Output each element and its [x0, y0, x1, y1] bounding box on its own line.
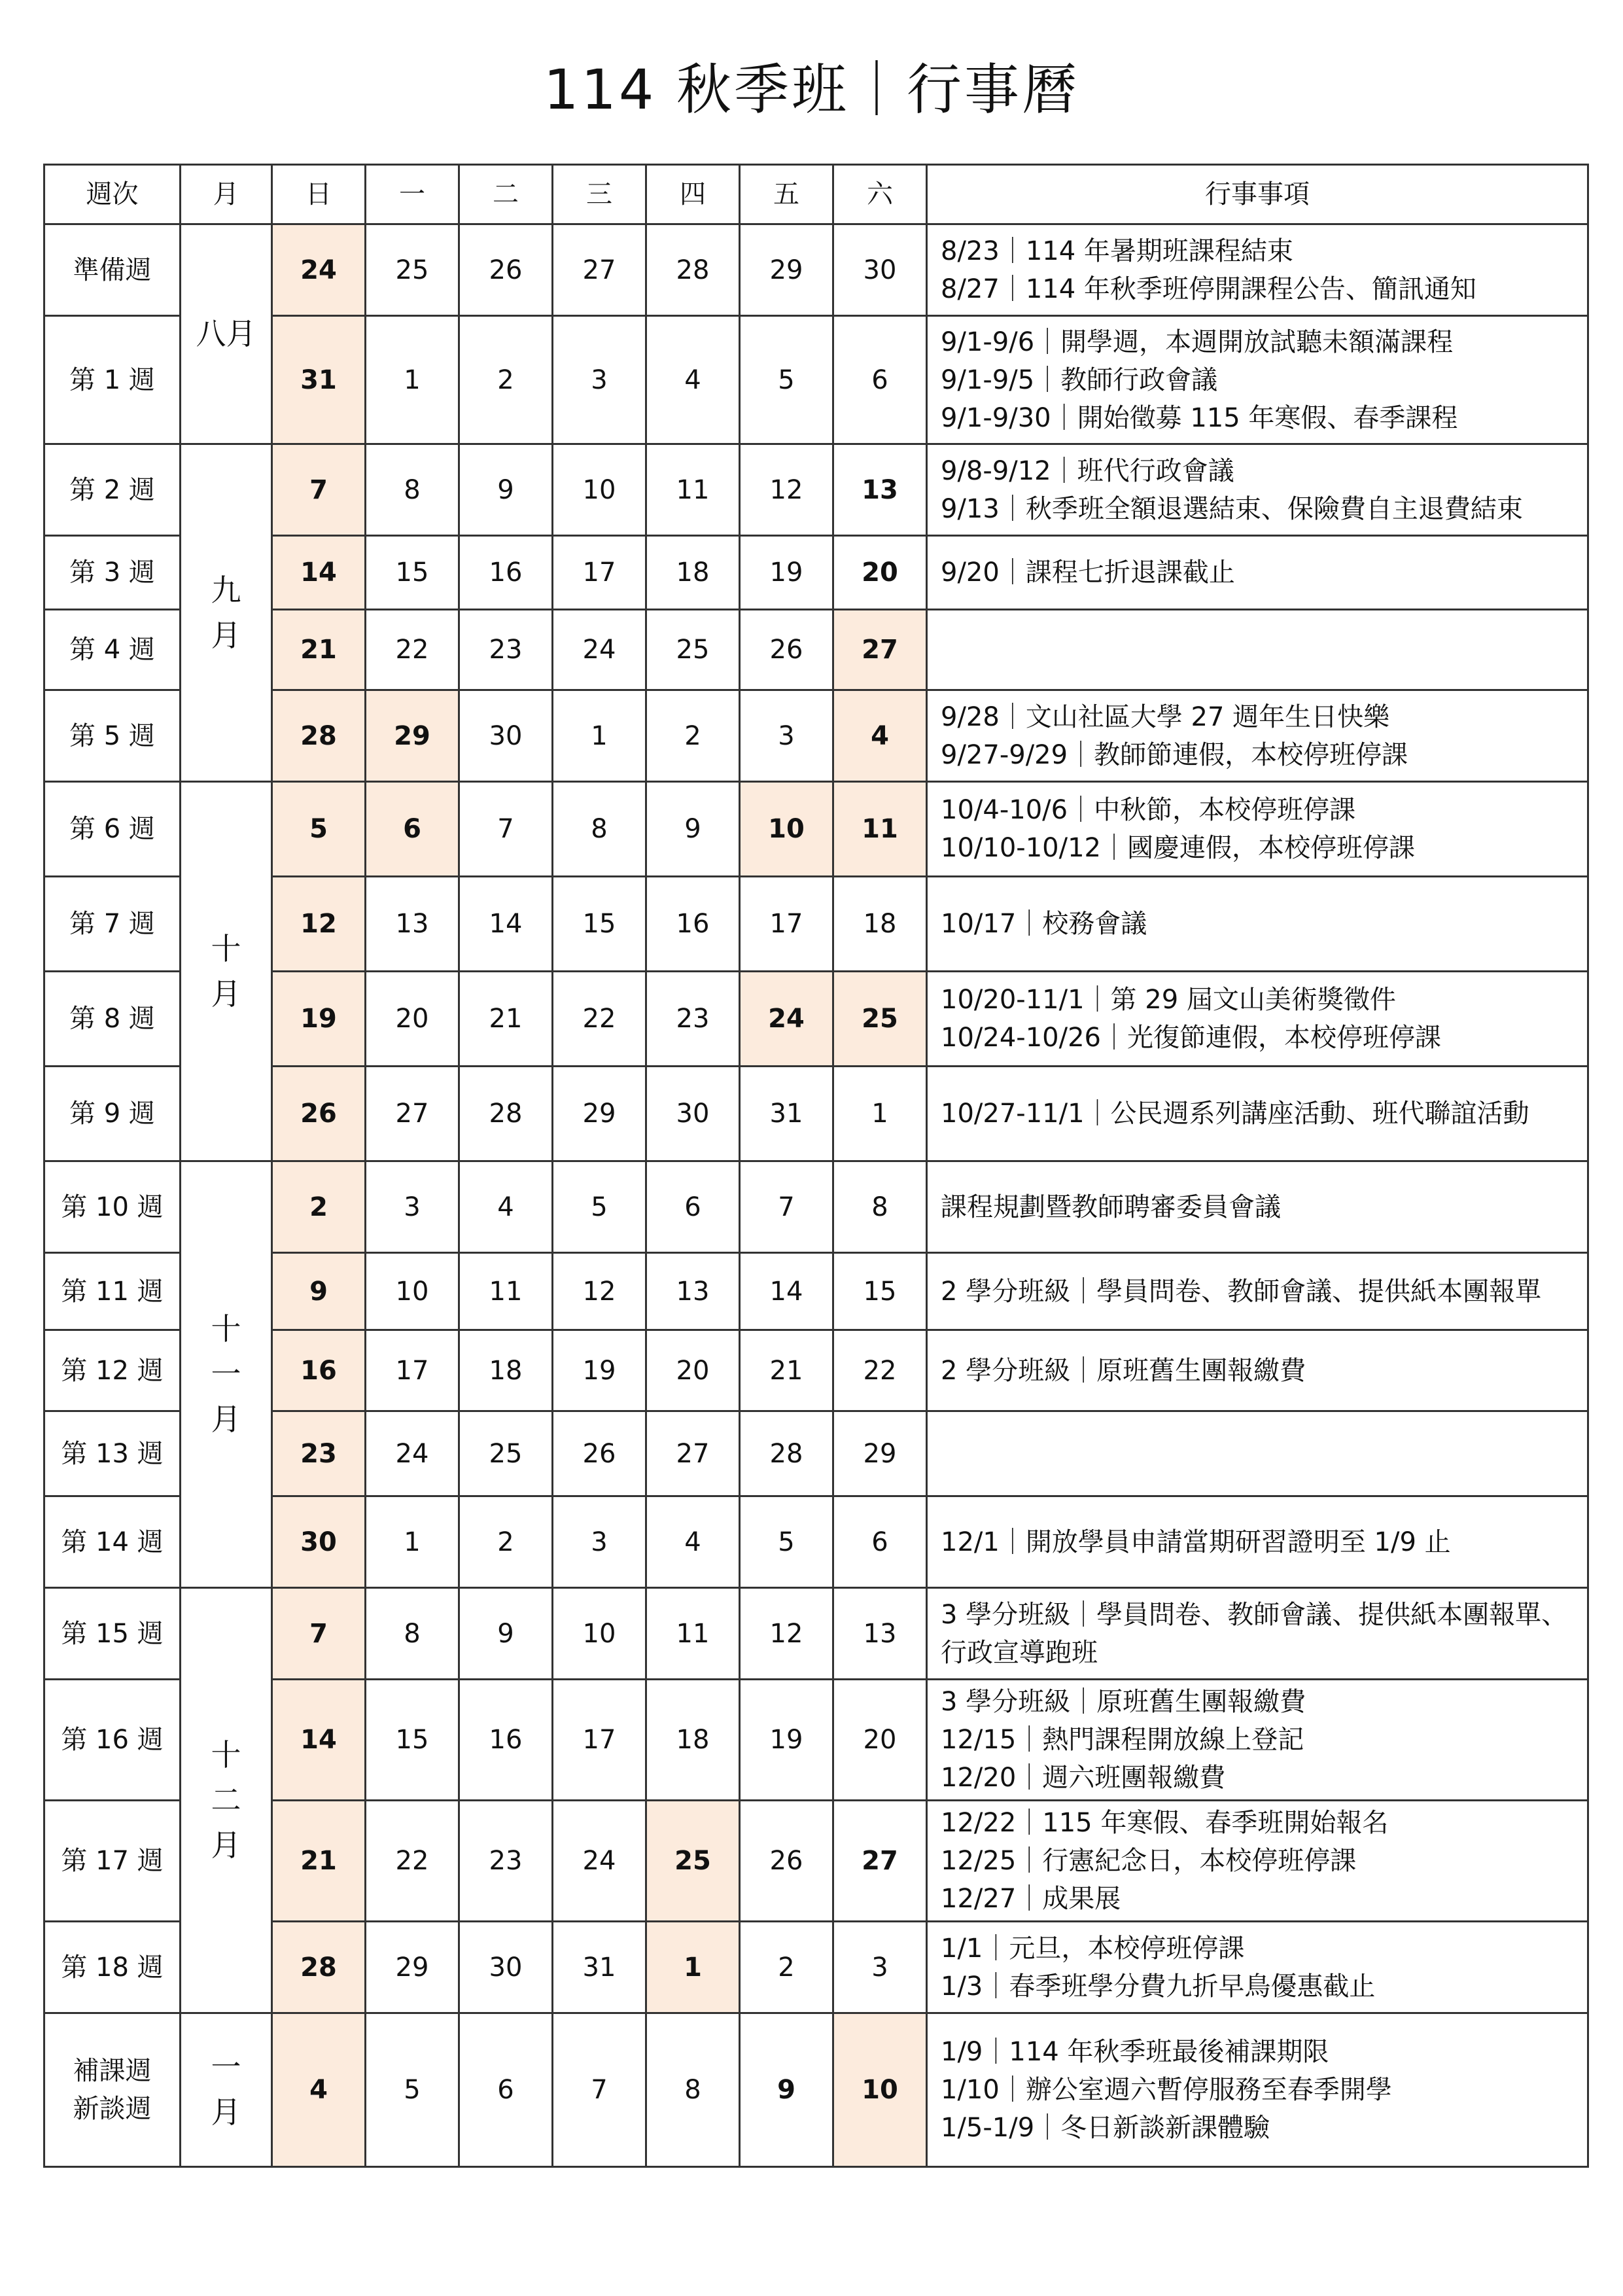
day-cell: 25: [646, 610, 740, 690]
day-cell: 16: [272, 1330, 366, 1411]
week-label-line: 第 6 週: [69, 814, 155, 844]
week-label-line: 第 14 週: [61, 1527, 164, 1557]
day-cell: 19: [740, 1680, 833, 1801]
week-row: [44, 444, 1588, 536]
event-item: 9/8-9/12｜班代行政會議: [941, 455, 1234, 486]
day-cell: 1: [553, 690, 646, 782]
day-cell: 2: [740, 1922, 833, 2013]
month-label-char: 月: [211, 976, 241, 1012]
day-cell: 24: [272, 224, 366, 316]
events-cell: [927, 877, 1588, 972]
day-cell: 27: [646, 1411, 740, 1496]
month-label-char: 十: [211, 1737, 241, 1773]
day-cell: 21: [459, 972, 553, 1067]
day-cell: 4: [646, 1496, 740, 1588]
week-label-line: 第 2 週: [69, 474, 155, 505]
week-label: [44, 2013, 181, 2167]
day-cell: 31: [272, 316, 366, 444]
day-cell: 7: [553, 2013, 646, 2167]
month-label-char: 十: [211, 930, 241, 966]
day-cell: 26: [740, 1801, 833, 1922]
day-cell: 4: [646, 316, 740, 444]
day-cell: 12: [740, 1588, 833, 1680]
week-label-line: 第 17 週: [61, 1846, 164, 1876]
month-label: [181, 1588, 272, 2013]
week-label: [44, 444, 181, 536]
day-cell: 13: [833, 1588, 927, 1680]
day-cell: 8: [366, 444, 459, 536]
day-cell: 17: [553, 1680, 646, 1801]
week-label-line: 第 13 週: [61, 1438, 164, 1469]
week-label-line: 第 4 週: [69, 635, 155, 665]
month-label: [181, 1161, 272, 1588]
day-cell: 13: [366, 877, 459, 972]
day-cell: 26: [272, 1067, 366, 1161]
day-cell: 30: [459, 1922, 553, 2013]
event-item: 10/27-11/1｜公民週系列講座活動、班代聯誼活動: [941, 1099, 1529, 1129]
week-label-line: 第 8 週: [69, 1004, 155, 1034]
month-label: [181, 782, 272, 1161]
day-cell: 3: [553, 316, 646, 444]
day-cell: 17: [366, 1330, 459, 1411]
day-cell: 12: [740, 444, 833, 536]
day-cell: 29: [833, 1411, 927, 1496]
day-cell: 27: [553, 224, 646, 316]
week-label: [44, 690, 181, 782]
week-label: [44, 1922, 181, 2013]
event-item: 9/20｜課程七折退課截止: [941, 557, 1235, 588]
day-cell: 30: [833, 224, 927, 316]
day-cell: 23: [272, 1411, 366, 1496]
day-cell: 6: [366, 782, 459, 877]
day-cell: 26: [553, 1411, 646, 1496]
events-cell: [927, 690, 1588, 782]
day-cell: 31: [553, 1922, 646, 2013]
day-cell: 15: [366, 1680, 459, 1801]
week-row: [44, 610, 1588, 690]
events-cell: [927, 1161, 1588, 1253]
calendar-body: [44, 224, 1588, 2167]
day-cell: 11: [459, 1253, 553, 1330]
day-cell: 2: [272, 1161, 366, 1253]
day-cell: 15: [553, 877, 646, 972]
events-cell: [927, 1588, 1588, 1680]
week-label-line: 準備週: [73, 255, 152, 285]
week-row: [44, 1067, 1588, 1161]
day-cell: 1: [366, 1496, 459, 1588]
event-item: 3 學分班級｜學員問卷、教師會議、提供紙本團報單、: [941, 1599, 1568, 1630]
events-cell: [927, 1801, 1588, 1922]
week-row: [44, 972, 1588, 1067]
page-title: 114 秋季班｜行事曆: [543, 58, 1080, 122]
day-cell: 10: [553, 444, 646, 536]
day-cell: 1: [646, 1922, 740, 2013]
week-label-line: 新談週: [73, 2094, 152, 2124]
header-week: 週次: [44, 165, 181, 224]
day-cell: 30: [459, 690, 553, 782]
day-cell: 13: [833, 444, 927, 536]
week-row: [44, 536, 1588, 610]
month-label-char: 月: [211, 2094, 241, 2130]
day-cell: 20: [646, 1330, 740, 1411]
event-item: 9/1-9/5｜教師行政會議: [941, 364, 1218, 395]
events-cell: [927, 316, 1588, 444]
header-tue: 二: [459, 165, 553, 224]
day-cell: 24: [366, 1411, 459, 1496]
event-item: 3 學分班級｜原班舊生團報繳費: [941, 1687, 1306, 1717]
day-cell: 28: [459, 1067, 553, 1161]
day-cell: 9: [646, 782, 740, 877]
week-label: [44, 1496, 181, 1588]
day-cell: 18: [646, 1680, 740, 1801]
event-item: 12/22｜115 年寒假、春季班開始報名: [941, 1808, 1389, 1838]
day-cell: 14: [272, 1680, 366, 1801]
month-label-char: 一: [211, 1356, 241, 1392]
week-label-line: 第 5 週: [69, 720, 155, 751]
day-cell: 4: [272, 2013, 366, 2167]
day-cell: 4: [459, 1161, 553, 1253]
day-cell: 8: [646, 2013, 740, 2167]
month-label-char: 一: [211, 2049, 241, 2085]
day-cell: 28: [272, 690, 366, 782]
events-cell: [927, 972, 1588, 1067]
day-cell: 30: [646, 1067, 740, 1161]
day-cell: 13: [646, 1253, 740, 1330]
day-cell: 29: [366, 1922, 459, 2013]
day-cell: 29: [553, 1067, 646, 1161]
events-cell: [927, 610, 1588, 690]
event-item: 1/9｜114 年秋季班最後補課期限: [941, 2037, 1329, 2067]
day-cell: 19: [553, 1330, 646, 1411]
day-cell: 25: [646, 1801, 740, 1922]
day-cell: 20: [833, 536, 927, 610]
week-row: [44, 1161, 1588, 1253]
week-label: [44, 316, 181, 444]
week-row: [44, 1411, 1588, 1496]
day-cell: 12: [553, 1253, 646, 1330]
event-item: 1/1｜元旦，本校停班停課: [941, 1933, 1245, 1964]
day-cell: 11: [646, 444, 740, 536]
day-cell: 11: [646, 1588, 740, 1680]
week-row: [44, 1922, 1588, 2013]
week-label-line: 第 11 週: [61, 1276, 164, 1307]
header-events: 行事事項: [927, 165, 1588, 224]
day-cell: 22: [366, 1801, 459, 1922]
day-cell: 3: [553, 1496, 646, 1588]
event-item: 9/1-9/6｜開學週，本週開放試聽未額滿課程: [941, 327, 1454, 357]
month-label-char: 二: [211, 1782, 241, 1818]
week-label-line: 補課週: [73, 2056, 152, 2086]
events-cell: [927, 1253, 1588, 1330]
month-label-char: 十: [211, 1311, 241, 1347]
day-cell: 5: [740, 1496, 833, 1588]
day-cell: 18: [459, 1330, 553, 1411]
day-cell: 17: [553, 536, 646, 610]
day-cell: 26: [740, 610, 833, 690]
week-label-line: 第 3 週: [69, 557, 155, 588]
event-item: 12/25｜行憲紀念日，本校停班停課: [941, 1846, 1357, 1876]
week-label: [44, 1067, 181, 1161]
header-sun: 日: [272, 165, 366, 224]
day-cell: 21: [740, 1330, 833, 1411]
day-cell: 25: [366, 224, 459, 316]
day-cell: 6: [833, 1496, 927, 1588]
week-label: [44, 610, 181, 690]
day-cell: 14: [272, 536, 366, 610]
event-item: 1/5-1/9｜冬日新談新課體驗: [941, 2113, 1270, 2143]
event-item: 2 學分班級｜學員問卷、教師會議、提供紙本團報單: [941, 1276, 1542, 1307]
events-cell: [927, 1922, 1588, 2013]
day-cell: 25: [459, 1411, 553, 1496]
week-label-line: 第 9 週: [69, 1099, 155, 1129]
month-label-char: 八月: [196, 316, 256, 351]
day-cell: 27: [833, 1801, 927, 1922]
day-cell: 9: [272, 1253, 366, 1330]
week-label-line: 第 10 週: [61, 1192, 164, 1222]
day-cell: 8: [553, 782, 646, 877]
day-cell: 3: [740, 690, 833, 782]
event-item: 10/20-11/1｜第 29 屆文山美術獎徵件: [941, 985, 1396, 1015]
day-cell: 5: [366, 2013, 459, 2167]
day-cell: 5: [553, 1161, 646, 1253]
week-row: [44, 224, 1588, 316]
events-cell: [927, 1067, 1588, 1161]
day-cell: 11: [833, 782, 927, 877]
day-cell: 22: [833, 1330, 927, 1411]
week-label: [44, 1801, 181, 1922]
event-item: 10/4-10/6｜中秋節，本校停班停課: [941, 795, 1356, 825]
day-cell: 22: [553, 972, 646, 1067]
day-cell: 7: [272, 444, 366, 536]
month-label: [181, 444, 272, 782]
day-cell: 23: [459, 610, 553, 690]
week-label: [44, 877, 181, 972]
day-cell: 16: [459, 1680, 553, 1801]
day-cell: 2: [646, 690, 740, 782]
month-label: [181, 224, 272, 444]
events-cell: [927, 536, 1588, 610]
day-cell: 24: [740, 972, 833, 1067]
day-cell: 23: [646, 972, 740, 1067]
day-cell: 29: [366, 690, 459, 782]
day-cell: 10: [553, 1588, 646, 1680]
day-cell: 14: [459, 877, 553, 972]
day-cell: 28: [272, 1922, 366, 2013]
week-label-line: 第 15 週: [61, 1618, 164, 1649]
week-row: [44, 877, 1588, 972]
event-item: 8/23｜114 年暑期班課程結束: [941, 236, 1293, 266]
event-item: 9/27-9/29｜教師節連假，本校停班停課: [941, 739, 1408, 770]
week-row: [44, 1496, 1588, 1588]
events-cell: [927, 1330, 1588, 1411]
day-cell: 6: [646, 1161, 740, 1253]
month-label-char: 月: [211, 1828, 241, 1863]
week-label-line: 第 12 週: [61, 1355, 164, 1386]
event-item: 課程規劃暨教師聘審委員會議: [941, 1192, 1281, 1222]
day-cell: 10: [366, 1253, 459, 1330]
event-item: 2 學分班級｜原班舊生團報繳費: [941, 1355, 1306, 1386]
day-cell: 9: [459, 444, 553, 536]
week-label: [44, 224, 181, 316]
event-item: 12/15｜熱門課程開放線上登記: [941, 1725, 1304, 1755]
day-cell: 21: [272, 1801, 366, 1922]
day-cell: 2: [459, 1496, 553, 1588]
month-label-char: 月: [211, 617, 241, 653]
event-item: 10/10-10/12｜國慶連假，本校停班停課: [941, 833, 1415, 863]
day-cell: 7: [740, 1161, 833, 1253]
day-cell: 27: [833, 610, 927, 690]
day-cell: 3: [833, 1922, 927, 2013]
day-cell: 24: [553, 1801, 646, 1922]
day-cell: 7: [459, 782, 553, 877]
events-cell: [927, 224, 1588, 316]
week-label: [44, 1588, 181, 1680]
header-fri: 五: [740, 165, 833, 224]
day-cell: 17: [740, 877, 833, 972]
day-cell: 10: [833, 2013, 927, 2167]
week-label-line: 第 1 週: [69, 364, 155, 395]
week-label: [44, 782, 181, 877]
event-item: 8/27｜114 年秋季班停開課程公告、簡訊通知: [941, 274, 1476, 304]
event-item: 12/1｜開放學員申請當期研習證明至 1/9 止: [941, 1527, 1451, 1557]
header-thu: 四: [646, 165, 740, 224]
event-item: 9/13｜秋季班全額退選結束、保險費自主退費結束: [941, 493, 1523, 524]
day-cell: 5: [272, 782, 366, 877]
event-item: 10/17｜校務會議: [941, 909, 1147, 939]
month-label: [181, 2013, 272, 2167]
day-cell: 31: [740, 1067, 833, 1161]
event-item: 12/20｜週六班團報繳費: [941, 1763, 1226, 1793]
day-cell: 1: [833, 1067, 927, 1161]
day-cell: 12: [272, 877, 366, 972]
day-cell: 3: [366, 1161, 459, 1253]
week-row: [44, 1801, 1588, 1922]
day-cell: 28: [646, 224, 740, 316]
day-cell: 30: [272, 1496, 366, 1588]
event-item: 1/3｜春季班學分費九折早鳥優惠截止: [941, 1971, 1376, 2002]
week-row: [44, 1588, 1588, 1680]
week-label-line: 第 7 週: [69, 909, 155, 939]
week-label-line: 第 18 週: [61, 1952, 164, 1983]
day-cell: 6: [459, 2013, 553, 2167]
week-row: [44, 1253, 1588, 1330]
day-cell: 5: [740, 316, 833, 444]
week-label: [44, 1411, 181, 1496]
week-row: [44, 2013, 1588, 2167]
day-cell: 19: [272, 972, 366, 1067]
day-cell: 24: [553, 610, 646, 690]
day-cell: 7: [272, 1588, 366, 1680]
events-cell: [927, 1411, 1588, 1496]
week-label-line: 第 16 週: [61, 1725, 164, 1755]
event-item: 10/24-10/26｜光復節連假，本校停班停課: [941, 1023, 1441, 1053]
day-cell: 6: [833, 316, 927, 444]
events-cell: [927, 782, 1588, 877]
day-cell: 25: [833, 972, 927, 1067]
week-label: [44, 1161, 181, 1253]
day-cell: 26: [459, 224, 553, 316]
day-cell: 21: [272, 610, 366, 690]
events-cell: [927, 1680, 1588, 1801]
day-cell: 19: [740, 536, 833, 610]
day-cell: 22: [366, 610, 459, 690]
events-cell: [927, 444, 1588, 536]
day-cell: 18: [833, 877, 927, 972]
day-cell: 2: [459, 316, 553, 444]
month-label-char: 九: [211, 572, 241, 608]
week-label: [44, 536, 181, 610]
day-cell: 20: [366, 972, 459, 1067]
day-cell: 15: [366, 536, 459, 610]
week-row: [44, 782, 1588, 877]
week-label: [44, 1680, 181, 1801]
day-cell: 27: [366, 1067, 459, 1161]
calendar-table: [43, 164, 1589, 2168]
week-row: [44, 316, 1588, 444]
week-row: [44, 690, 1588, 782]
week-label: [44, 1330, 181, 1411]
week-row: [44, 1330, 1588, 1411]
month-label-char: 月: [211, 1402, 241, 1437]
day-cell: 1: [366, 316, 459, 444]
week-label: [44, 972, 181, 1067]
header-row: [44, 165, 1588, 224]
header-sat: 六: [833, 165, 927, 224]
day-cell: 8: [833, 1161, 927, 1253]
events-cell: [927, 2013, 1588, 2167]
day-cell: 23: [459, 1801, 553, 1922]
header-wed: 三: [553, 165, 646, 224]
day-cell: 14: [740, 1253, 833, 1330]
header-month: 月: [181, 165, 272, 224]
day-cell: 18: [646, 536, 740, 610]
day-cell: 16: [646, 877, 740, 972]
day-cell: 8: [366, 1588, 459, 1680]
events-cell: [927, 1496, 1588, 1588]
event-item: 9/1-9/30｜開始徵募 115 年寒假、春季課程: [941, 402, 1458, 433]
day-cell: 28: [740, 1411, 833, 1496]
day-cell: 16: [459, 536, 553, 610]
day-cell: 9: [459, 1588, 553, 1680]
header-mon: 一: [366, 165, 459, 224]
day-cell: 10: [740, 782, 833, 877]
day-cell: 20: [833, 1680, 927, 1801]
event-item: 9/28｜文山社區大學 27 週年生日快樂: [941, 701, 1390, 732]
day-cell: 29: [740, 224, 833, 316]
week-row: [44, 1680, 1588, 1801]
event-item: 1/10｜辦公室週六暫停服務至春季開學: [941, 2075, 1392, 2105]
day-cell: 15: [833, 1253, 927, 1330]
week-label: [44, 1253, 181, 1330]
day-cell: 4: [833, 690, 927, 782]
event-item: 12/27｜成果展: [941, 1884, 1121, 1914]
day-cell: 9: [740, 2013, 833, 2167]
event-item: 行政宣導跑班: [941, 1637, 1098, 1668]
